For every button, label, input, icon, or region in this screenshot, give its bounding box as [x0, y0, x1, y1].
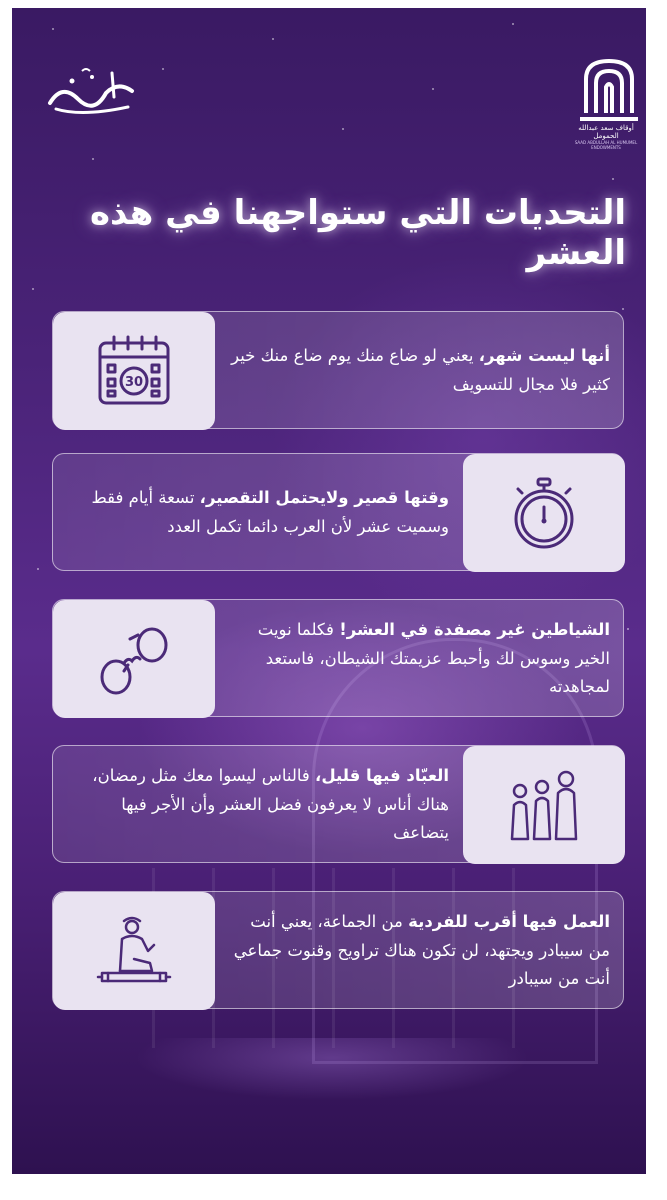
card-text — [228, 892, 610, 1010]
challenge-card-4 — [52, 745, 624, 863]
card-bold-text: العمل فيها أقرب للفردية — [408, 911, 610, 931]
card-body-text: فكلما نويت الخير وسوس لك وأحبط عزيمتك الشيطان، فاستعد لمجاهدته — [257, 619, 610, 697]
challenge-card-3 — [52, 599, 624, 717]
endowments-logo-caption: أوقاف سعد عبدالله الحمومل SAAD ABDULLAH AL HUMUMEL ENDOWMENTS — [574, 124, 638, 150]
card-bold-text: أنها ليست شهر، — [478, 346, 610, 366]
card-body-text: فالناس ليسوا معك مثل رمضان، هناك أناس لا يعرفون فضل العشر وأن الأجر فيها يتضاعف — [92, 765, 449, 843]
handcuffs-icon — [94, 619, 174, 699]
challenge-card-5 — [52, 891, 624, 1009]
card-bold-text: العبّاد فيها قليل، — [315, 765, 449, 785]
card-text — [228, 312, 610, 430]
card-body-text: تسعة أيام فقط وسميت عشر لأن العرب دائما تكمل العدد — [91, 488, 449, 536]
card-body-text: يعني لو ضاع منك يوم ضاع منك خير كثير فلا مجال للتسويف — [231, 346, 610, 394]
people-icon — [504, 765, 584, 845]
challenge-card-1 — [52, 311, 624, 429]
card-text — [67, 454, 449, 572]
challenge-card-2 — [52, 453, 624, 571]
poster — [12, 8, 646, 1174]
card-bold-text: الشياطين غير مصفدة في العشر! — [339, 619, 610, 639]
calendar-number: 30 — [124, 375, 144, 390]
dhul-hijjah-logo — [42, 63, 142, 123]
praying-person-icon — [94, 911, 174, 991]
card-text — [67, 746, 449, 864]
icon-box — [463, 746, 625, 864]
stopwatch-icon — [504, 473, 584, 553]
card-bold-text: وقتها قصير ولايحتمل التقصير، — [199, 488, 449, 508]
icon-box — [53, 600, 215, 718]
icon-box — [53, 892, 215, 1010]
icon-box — [53, 312, 215, 430]
page-title: التحديات التي ستواجهنا في هذه العشر — [89, 193, 626, 273]
card-body-text: من الجماعة، يعني أنت من سيبادر ويجتهد، لن تكون هناك تراويح وقنوت جماعي أنت من سيبادر — [233, 911, 610, 989]
card-text — [228, 600, 610, 718]
calendar-30-icon — [94, 331, 174, 411]
icon-box — [463, 454, 625, 572]
background-floor-glow — [12, 1038, 646, 1174]
